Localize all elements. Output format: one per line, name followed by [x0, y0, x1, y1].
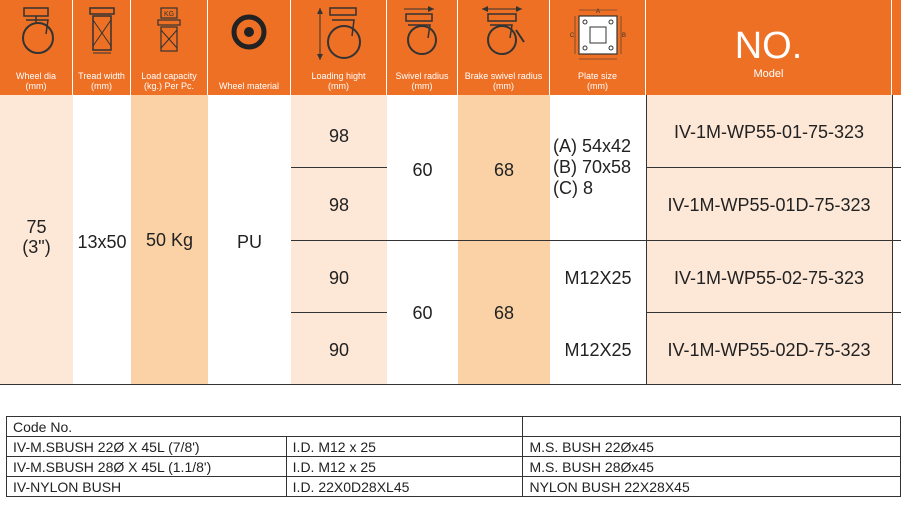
code-header-empty: [523, 417, 901, 437]
svg-text:C: C: [569, 33, 574, 39]
loading-height-icon: [314, 6, 364, 62]
id-cell: I.D. M12 x 25: [286, 457, 523, 477]
model-row-2: IV-1M-WP55-01D-75-323: [667, 195, 871, 215]
wheel-dia-icon: [16, 6, 56, 56]
brake-radius-group-1: 68: [493, 160, 515, 180]
wheel-material-icon: [229, 6, 269, 56]
plate-size-row-4: M12X25: [564, 340, 632, 360]
header-model-no: [646, 0, 892, 95]
tread-width-icon: [85, 6, 119, 56]
group-divider-line: [291, 240, 901, 241]
load-capacity-value: 50 Kg: [145, 230, 194, 250]
swivel-radius-group-2: 60: [412, 303, 433, 323]
id-cell: I.D. M12 x 25: [286, 437, 523, 457]
header-plate-size: A B C Plate size (mm): [550, 0, 646, 95]
code-table-header-row: [7, 417, 901, 437]
header-wheel-dia: Wheel dia (mm): [0, 0, 73, 95]
code-cell: IV-NYLON BUSH: [7, 477, 287, 497]
desc-cell: M.S. BUSH 28Øx45: [523, 457, 901, 477]
wheel-material-value: PU: [236, 232, 262, 252]
desc-cell: NYLON BUSH 22X28X45: [523, 477, 901, 497]
code-header: Code No.: [7, 417, 523, 437]
model-row-1: IV-1M-WP55-01-75-323: [673, 122, 865, 142]
table-row: [7, 457, 901, 477]
code-table: [6, 416, 901, 497]
model-row-4: IV-1M-WP55-02D-75-323: [667, 340, 871, 360]
row-divider-2: [291, 312, 387, 313]
header-loading-height: Loading hight (mm): [291, 0, 387, 95]
plate-size-row-3: M12X25: [564, 268, 632, 288]
brake-radius-group-2: 68: [493, 303, 515, 323]
svg-text:A: A: [595, 9, 600, 15]
model-no-title: NO.: [734, 25, 803, 67]
swivel-radius-group-1: 60: [412, 160, 433, 180]
row-divider-1: [291, 167, 387, 168]
code-cell: IV-M.SBUSH 28Ø X 45L (1.1/8'): [7, 457, 287, 477]
header-tread-width: Tread width (mm): [73, 0, 131, 95]
header-wheel-material: Wheel material: [208, 0, 291, 95]
header-swivel-radius: Swivel radius (mm): [387, 0, 458, 95]
plate-size-icon: [565, 6, 631, 64]
loading-height-row-4: 90: [328, 340, 350, 360]
table-row: [7, 477, 901, 497]
row-divider-1-model: [646, 167, 901, 168]
brake-swivel-radius-icon: [476, 6, 532, 56]
svg-text:B: B: [621, 33, 626, 39]
id-cell: I.D. 22X0D28XL45: [286, 477, 523, 497]
loading-height-row-1: 98: [328, 126, 350, 146]
model-no-subtitle: Model: [753, 68, 784, 80]
header-extra: [892, 0, 901, 95]
loading-height-row-3: 90: [328, 268, 350, 288]
row-divider-2-model: [646, 312, 901, 313]
model-right-line: [892, 95, 893, 385]
loading-height-row-2: 98: [328, 195, 350, 215]
wheel-dia-value: 75 (3"): [22, 217, 51, 257]
table-bottom-line: [0, 384, 901, 385]
tread-width-value: 13x50: [77, 232, 127, 252]
swivel-radius-icon: [400, 6, 444, 56]
plate-size-group-1: (A) 54x42 (B) 70x58 (C) 8: [553, 136, 632, 198]
header-brake-swivel-radius: Brake swivel radius (mm): [458, 0, 550, 95]
svg-text:KG: KG: [163, 11, 175, 18]
header-load-capacity: KG Load capacity (kg.) Per Pc.: [131, 0, 208, 95]
table-row: [7, 437, 901, 457]
model-row-3: IV-1M-WP55-02-75-323: [673, 268, 865, 288]
load-capacity-icon: [152, 6, 186, 56]
desc-cell: M.S. BUSH 22Øx45: [523, 437, 901, 457]
code-cell: IV-M.SBUSH 22Ø X 45L (7/8'): [7, 437, 287, 457]
